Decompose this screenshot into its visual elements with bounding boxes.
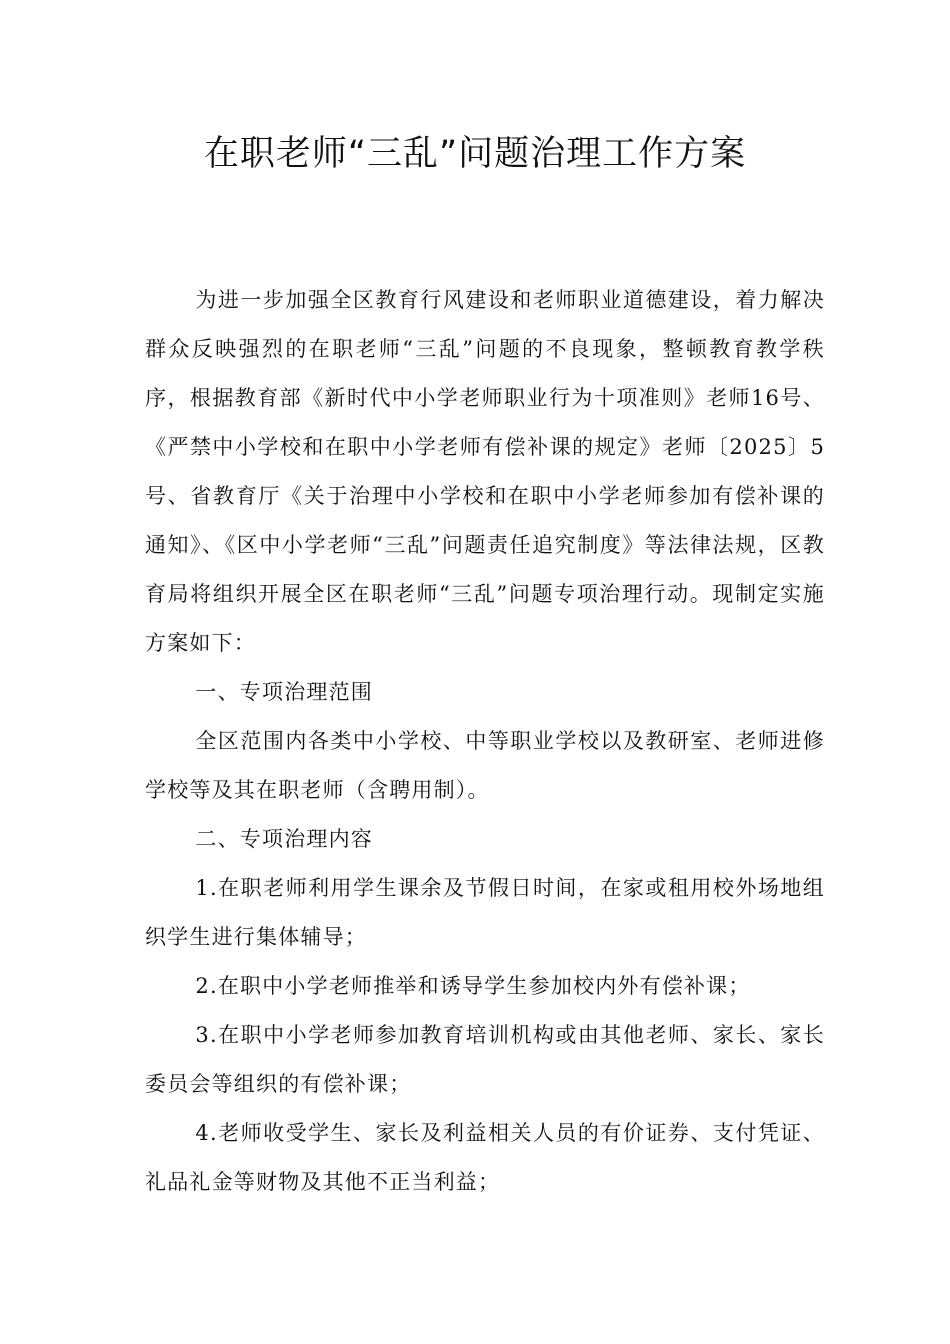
content-item-2: 2.在职中小学老师推举和诱导学生参加校内外有偿补课； — [195, 974, 751, 998]
content-item-1: 1.在职老师利用学生课余及节假日时间，在家或租用校外场地组织学生进行集体辅导； — [145, 876, 825, 949]
content-item-3: 3.在职中小学老师参加教育培训机构或由其他老师、家长、家长委员会等组织的有偿补课； — [145, 1023, 825, 1096]
document-body — [145, 276, 825, 1207]
section-heading-scope: 一、专项治理范围 — [195, 680, 373, 704]
document-title: 在职老师“三乱”问题治理工作方案 — [203, 134, 747, 174]
scope-paragraph: 全区范围内各类中小学校、中等职业学校以及教研室、老师进修学校等及其在职老师（含聘用制）。 — [145, 729, 825, 802]
section-heading-content: 二、专项治理内容 — [195, 827, 373, 851]
content-item-4: 4.老师收受学生、家长及利益相关人员的有价证券、支付凭证、礼品礼金等财物及其他不正当利益； — [145, 1121, 825, 1194]
intro-paragraph: 为进一步加强全区教育行风建设和老师职业道德建设，着力解决群众反映强烈的在职老师“三乱”问题的不良现象，整顿教育教学秩序，根据教育部《新时代中小学老师职业行为十项准则》老师16号、《严禁中小学校和在职中小学老师有偿补课的规定》老师〔2025〕5号、省教育厅《关于治理中小学校和在职中小学老师参加有偿补课的通知》、《区中小学老师“三乱”问题责任追究制度》等法律法规，区教育局将组织开展全区在职老师“三乱”问题专项治理行动。现制定实施方案如下： — [145, 288, 825, 655]
